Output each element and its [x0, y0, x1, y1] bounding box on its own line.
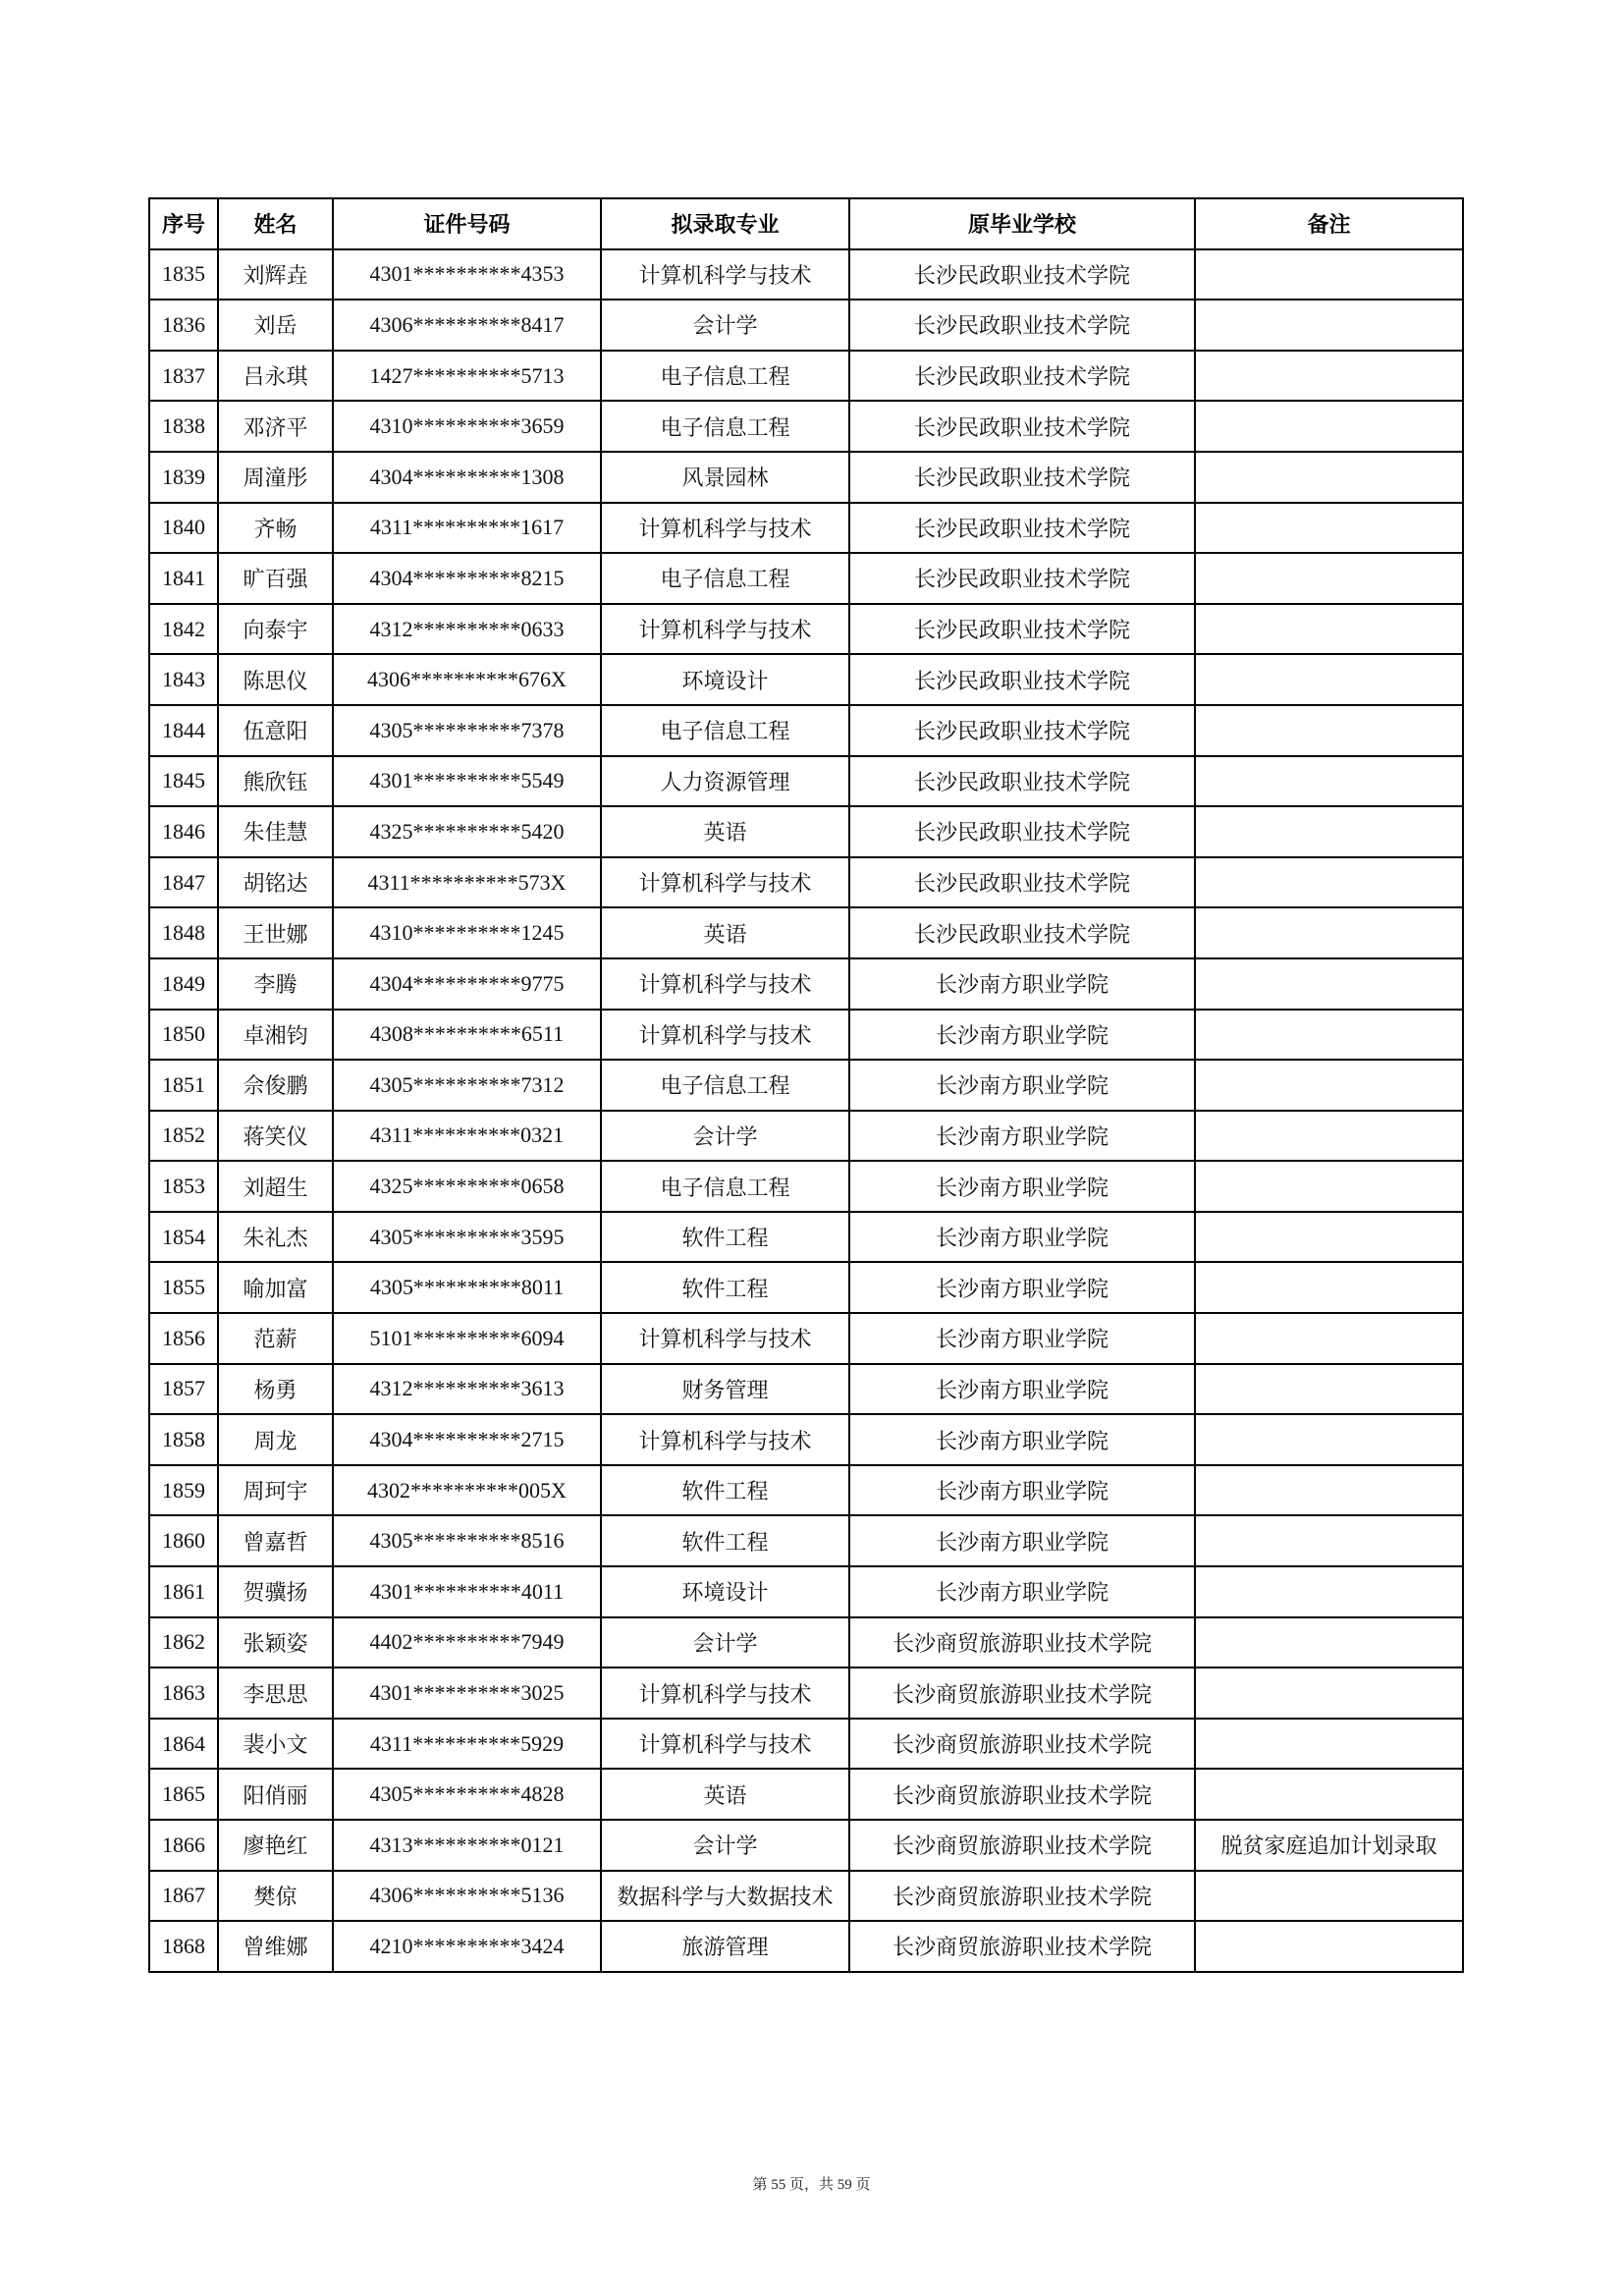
cell-id-number: 4312**********3613 [333, 1364, 601, 1415]
cell-major: 风景园林 [601, 452, 849, 503]
cell-name: 王世娜 [218, 907, 333, 958]
header-name: 姓名 [218, 198, 333, 249]
cell-seq: 1844 [149, 705, 218, 756]
cell-school: 长沙民政职业技术学院 [849, 300, 1195, 351]
cell-id-number: 4305**********7312 [333, 1060, 601, 1111]
cell-seq: 1860 [149, 1515, 218, 1566]
cell-id-number: 4312**********0633 [333, 604, 601, 655]
cell-school: 长沙民政职业技术学院 [849, 756, 1195, 807]
table-row [149, 1566, 1463, 1617]
table-row [149, 705, 1463, 756]
table-row [149, 1820, 1463, 1871]
cell-name: 胡铭达 [218, 857, 333, 908]
cell-school: 长沙南方职业学院 [849, 1212, 1195, 1263]
cell-major: 计算机科学与技术 [601, 1313, 849, 1364]
cell-name: 周潼彤 [218, 452, 333, 503]
cell-major: 数据科学与大数据技术 [601, 1871, 849, 1922]
cell-note [1195, 1566, 1463, 1617]
cell-note [1195, 1465, 1463, 1516]
table-row [149, 503, 1463, 554]
cell-school: 长沙南方职业学院 [849, 1262, 1195, 1313]
table-row [149, 452, 1463, 503]
cell-id-number: 4305**********8011 [333, 1262, 601, 1313]
cell-major: 会计学 [601, 1111, 849, 1162]
cell-major: 环境设计 [601, 654, 849, 705]
cell-id-number: 4325**********5420 [333, 806, 601, 857]
table-row [149, 1111, 1463, 1162]
cell-school: 长沙商贸旅游职业技术学院 [849, 1617, 1195, 1668]
cell-note [1195, 958, 1463, 1010]
cell-school: 长沙南方职业学院 [849, 1465, 1195, 1516]
cell-school: 长沙民政职业技术学院 [849, 401, 1195, 452]
cell-seq: 1846 [149, 806, 218, 857]
cell-major: 英语 [601, 806, 849, 857]
cell-id-number: 4310**********3659 [333, 401, 601, 452]
cell-school: 长沙南方职业学院 [849, 1010, 1195, 1061]
cell-seq: 1845 [149, 756, 218, 807]
cell-id-number: 4306**********676X [333, 654, 601, 705]
cell-school: 长沙民政职业技术学院 [849, 351, 1195, 402]
cell-major: 计算机科学与技术 [601, 249, 849, 301]
cell-id-number: 4305**********8516 [333, 1515, 601, 1566]
cell-note [1195, 503, 1463, 554]
cell-major: 旅游管理 [601, 1921, 849, 1972]
table-row [149, 1465, 1463, 1516]
cell-seq: 1861 [149, 1566, 218, 1617]
cell-id-number: 4305**********4828 [333, 1769, 601, 1820]
cell-school: 长沙商贸旅游职业技术学院 [849, 1871, 1195, 1922]
cell-id-number: 4301**********3025 [333, 1667, 601, 1719]
cell-name: 刘辉垚 [218, 249, 333, 301]
table-row [149, 1667, 1463, 1719]
cell-school: 长沙商贸旅游职业技术学院 [849, 1820, 1195, 1871]
table-row [149, 1313, 1463, 1364]
cell-note [1195, 654, 1463, 705]
cell-id-number: 4305**********7378 [333, 705, 601, 756]
cell-major: 电子信息工程 [601, 1161, 849, 1212]
cell-school: 长沙南方职业学院 [849, 958, 1195, 1010]
cell-name: 张颖姿 [218, 1617, 333, 1668]
table-row [149, 1515, 1463, 1566]
cell-major: 软件工程 [601, 1262, 849, 1313]
cell-school: 长沙南方职业学院 [849, 1111, 1195, 1162]
cell-major: 会计学 [601, 300, 849, 351]
cell-major: 英语 [601, 1769, 849, 1820]
cell-note [1195, 1313, 1463, 1364]
cell-id-number: 4308**********6511 [333, 1010, 601, 1061]
cell-seq: 1850 [149, 1010, 218, 1061]
cell-name: 旷百强 [218, 553, 333, 604]
cell-seq: 1839 [149, 452, 218, 503]
cell-seq: 1859 [149, 1465, 218, 1516]
cell-name: 李思思 [218, 1667, 333, 1719]
cell-major: 电子信息工程 [601, 351, 849, 402]
cell-school: 长沙南方职业学院 [849, 1161, 1195, 1212]
cell-note [1195, 249, 1463, 301]
cell-seq: 1862 [149, 1617, 218, 1668]
cell-note [1195, 857, 1463, 908]
cell-id-number: 4304**********2715 [333, 1414, 601, 1465]
cell-name: 曾嘉哲 [218, 1515, 333, 1566]
cell-name: 范薪 [218, 1313, 333, 1364]
cell-name: 朱礼杰 [218, 1212, 333, 1263]
page-number: 第 55 页，共 59 页 [752, 2177, 871, 2193]
cell-id-number: 4325**********0658 [333, 1161, 601, 1212]
cell-id-number: 4402**********7949 [333, 1617, 601, 1668]
cell-note [1195, 1769, 1463, 1820]
cell-note [1195, 806, 1463, 857]
cell-major: 计算机科学与技术 [601, 1667, 849, 1719]
table-row [149, 1212, 1463, 1263]
cell-seq: 1841 [149, 553, 218, 604]
cell-major: 计算机科学与技术 [601, 958, 849, 1010]
cell-note [1195, 1364, 1463, 1415]
cell-seq: 1864 [149, 1719, 218, 1770]
cell-school: 长沙民政职业技术学院 [849, 503, 1195, 554]
cell-note [1195, 1414, 1463, 1465]
cell-major: 软件工程 [601, 1465, 849, 1516]
cell-note [1195, 1111, 1463, 1162]
cell-id-number: 4306**********8417 [333, 300, 601, 351]
cell-note [1195, 907, 1463, 958]
table-row [149, 1414, 1463, 1465]
admission-table [148, 197, 1464, 1973]
cell-id-number: 4306**********5136 [333, 1871, 601, 1922]
cell-major: 英语 [601, 907, 849, 958]
cell-school: 长沙民政职业技术学院 [849, 604, 1195, 655]
cell-name: 周珂宇 [218, 1465, 333, 1516]
cell-school: 长沙南方职业学院 [849, 1313, 1195, 1364]
cell-seq: 1835 [149, 249, 218, 301]
cell-id-number: 4301**********4011 [333, 1566, 601, 1617]
cell-note [1195, 351, 1463, 402]
cell-major: 电子信息工程 [601, 401, 849, 452]
cell-major: 会计学 [601, 1820, 849, 1871]
table-row [149, 1364, 1463, 1415]
table-row [149, 1010, 1463, 1061]
cell-note [1195, 756, 1463, 807]
cell-seq: 1852 [149, 1111, 218, 1162]
cell-major: 财务管理 [601, 1364, 849, 1415]
table-row [149, 553, 1463, 604]
cell-school: 长沙商贸旅游职业技术学院 [849, 1769, 1195, 1820]
cell-school: 长沙民政职业技术学院 [849, 654, 1195, 705]
cell-seq: 1856 [149, 1313, 218, 1364]
cell-id-number: 4302**********005X [333, 1465, 601, 1516]
cell-id-number: 4311**********0321 [333, 1111, 601, 1162]
cell-id-number: 4305**********3595 [333, 1212, 601, 1263]
cell-name: 吕永琪 [218, 351, 333, 402]
cell-major: 计算机科学与技术 [601, 1414, 849, 1465]
cell-seq: 1836 [149, 300, 218, 351]
cell-note [1195, 1921, 1463, 1972]
cell-school: 长沙民政职业技术学院 [849, 907, 1195, 958]
cell-note [1195, 604, 1463, 655]
cell-school: 长沙南方职业学院 [849, 1414, 1195, 1465]
cell-major: 电子信息工程 [601, 705, 849, 756]
cell-name: 佘俊鹏 [218, 1060, 333, 1111]
cell-name: 廖艳红 [218, 1820, 333, 1871]
table-row [149, 1769, 1463, 1820]
cell-note [1195, 401, 1463, 452]
cell-name: 蒋笑仪 [218, 1111, 333, 1162]
cell-major: 电子信息工程 [601, 553, 849, 604]
table-row [149, 351, 1463, 402]
cell-name: 裴小文 [218, 1719, 333, 1770]
cell-major: 环境设计 [601, 1566, 849, 1617]
cell-note [1195, 1262, 1463, 1313]
cell-school: 长沙民政职业技术学院 [849, 705, 1195, 756]
cell-major: 计算机科学与技术 [601, 1010, 849, 1061]
table-row [149, 1921, 1463, 1972]
cell-note [1195, 1719, 1463, 1770]
cell-school: 长沙民政职业技术学院 [849, 452, 1195, 503]
header-seq: 序号 [149, 198, 218, 249]
cell-id-number: 5101**********6094 [333, 1313, 601, 1364]
cell-note [1195, 300, 1463, 351]
cell-seq: 1854 [149, 1212, 218, 1263]
table-row [149, 1161, 1463, 1212]
cell-note [1195, 1871, 1463, 1922]
cell-name: 曾维娜 [218, 1921, 333, 1972]
cell-name: 李腾 [218, 958, 333, 1010]
cell-seq: 1865 [149, 1769, 218, 1820]
cell-seq: 1843 [149, 654, 218, 705]
cell-id-number: 4301**********5549 [333, 756, 601, 807]
cell-seq: 1866 [149, 1820, 218, 1871]
table-row [149, 806, 1463, 857]
cell-name: 陈思仪 [218, 654, 333, 705]
cell-note [1195, 1617, 1463, 1668]
header-id: 证件号码 [333, 198, 601, 249]
cell-note [1195, 1060, 1463, 1111]
table-row [149, 1719, 1463, 1770]
cell-major: 人力资源管理 [601, 756, 849, 807]
cell-note [1195, 553, 1463, 604]
cell-name: 樊倞 [218, 1871, 333, 1922]
table-body [149, 249, 1463, 1972]
cell-name: 刘岳 [218, 300, 333, 351]
cell-name: 伍意阳 [218, 705, 333, 756]
table-row [149, 857, 1463, 908]
cell-school: 长沙南方职业学院 [849, 1060, 1195, 1111]
table-row [149, 654, 1463, 705]
table-row [149, 249, 1463, 301]
cell-school: 长沙南方职业学院 [849, 1566, 1195, 1617]
cell-seq: 1837 [149, 351, 218, 402]
cell-note [1195, 1515, 1463, 1566]
cell-note [1195, 452, 1463, 503]
header-school: 原毕业学校 [849, 198, 1195, 249]
cell-note: 脱贫家庭追加计划录取 [1195, 1820, 1463, 1871]
table-row [149, 1617, 1463, 1668]
cell-note [1195, 1212, 1463, 1263]
cell-major: 计算机科学与技术 [601, 1719, 849, 1770]
cell-name: 卓湘钧 [218, 1010, 333, 1061]
cell-major: 计算机科学与技术 [601, 503, 849, 554]
cell-note [1195, 1667, 1463, 1719]
cell-major: 计算机科学与技术 [601, 857, 849, 908]
table-row [149, 907, 1463, 958]
cell-id-number: 1427**********5713 [333, 351, 601, 402]
cell-school: 长沙民政职业技术学院 [849, 857, 1195, 908]
table-row [149, 401, 1463, 452]
cell-name: 齐畅 [218, 503, 333, 554]
cell-school: 长沙民政职业技术学院 [849, 553, 1195, 604]
table-row [149, 604, 1463, 655]
cell-major: 软件工程 [601, 1515, 849, 1566]
cell-seq: 1838 [149, 401, 218, 452]
cell-seq: 1847 [149, 857, 218, 908]
cell-id-number: 4311**********573X [333, 857, 601, 908]
cell-id-number: 4301**********4353 [333, 249, 601, 301]
cell-id-number: 4210**********3424 [333, 1921, 601, 1972]
cell-school: 长沙民政职业技术学院 [849, 249, 1195, 301]
cell-seq: 1848 [149, 907, 218, 958]
cell-major: 电子信息工程 [601, 1060, 849, 1111]
cell-name: 朱佳慧 [218, 806, 333, 857]
cell-major: 会计学 [601, 1617, 849, 1668]
cell-name: 贺骥扬 [218, 1566, 333, 1617]
table-header-row [149, 198, 1463, 249]
cell-name: 向泰宇 [218, 604, 333, 655]
cell-school: 长沙南方职业学院 [849, 1515, 1195, 1566]
cell-seq: 1858 [149, 1414, 218, 1465]
cell-school: 长沙民政职业技术学院 [849, 806, 1195, 857]
cell-seq: 1868 [149, 1921, 218, 1972]
cell-seq: 1842 [149, 604, 218, 655]
cell-id-number: 4304**********1308 [333, 452, 601, 503]
cell-id-number: 4310**********1245 [333, 907, 601, 958]
cell-name: 杨勇 [218, 1364, 333, 1415]
cell-major: 软件工程 [601, 1212, 849, 1263]
table-row [149, 1060, 1463, 1111]
cell-seq: 1855 [149, 1262, 218, 1313]
cell-seq: 1851 [149, 1060, 218, 1111]
cell-name: 熊欣钰 [218, 756, 333, 807]
table-row [149, 1871, 1463, 1922]
table-row [149, 300, 1463, 351]
cell-id-number: 4304**********9775 [333, 958, 601, 1010]
cell-seq: 1857 [149, 1364, 218, 1415]
cell-name: 邓济平 [218, 401, 333, 452]
cell-name: 刘超生 [218, 1161, 333, 1212]
cell-note [1195, 1010, 1463, 1061]
table-row [149, 958, 1463, 1010]
table-row [149, 756, 1463, 807]
table-row [149, 1262, 1463, 1313]
cell-name: 周龙 [218, 1414, 333, 1465]
cell-school: 长沙南方职业学院 [849, 1364, 1195, 1415]
cell-seq: 1840 [149, 503, 218, 554]
cell-name: 阳俏丽 [218, 1769, 333, 1820]
cell-seq: 1849 [149, 958, 218, 1010]
cell-id-number: 4304**********8215 [333, 553, 601, 604]
cell-id-number: 4311**********1617 [333, 503, 601, 554]
header-note: 备注 [1195, 198, 1463, 249]
cell-school: 长沙商贸旅游职业技术学院 [849, 1921, 1195, 1972]
cell-note [1195, 705, 1463, 756]
cell-school: 长沙商贸旅游职业技术学院 [849, 1719, 1195, 1770]
cell-school: 长沙商贸旅游职业技术学院 [849, 1667, 1195, 1719]
cell-name: 喻加富 [218, 1262, 333, 1313]
cell-id-number: 4313**********0121 [333, 1820, 601, 1871]
cell-major: 计算机科学与技术 [601, 604, 849, 655]
cell-seq: 1867 [149, 1871, 218, 1922]
cell-seq: 1863 [149, 1667, 218, 1719]
cell-seq: 1853 [149, 1161, 218, 1212]
cell-note [1195, 1161, 1463, 1212]
header-major: 拟录取专业 [601, 198, 849, 249]
cell-id-number: 4311**********5929 [333, 1719, 601, 1770]
